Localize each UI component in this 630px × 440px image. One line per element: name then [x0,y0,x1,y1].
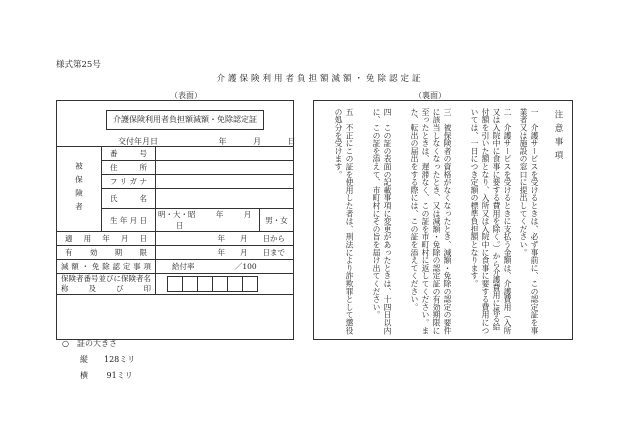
insurer-label: 保険者番号並びに保険者名称及び印 [57,274,156,295]
valid-until-field[interactable]: 年 月 日まで [156,246,294,260]
era-options: 明・大・昭 [158,210,196,219]
number-label: 番号 [102,147,156,161]
page-title: 介護保険利用者負担額減額・免除認定証 [216,74,424,84]
note-item-2: 二 介護サービスを受けるときに支払う金額は、介護費用（入所又は入院中に食事に要する費用を除く。）から介護費用に係る給付額を引いた額となり、入所又は入院中に食事に要する費用については、一日につき定額の標準負担額となります。 [470,108,512,335]
digit-box[interactable] [197,276,213,292]
benefit-rate-label: 給付率 [172,262,195,271]
digit-box[interactable] [227,276,243,292]
applicable-date-label: 適用年月日 [57,232,156,246]
birth-date-field[interactable] [156,209,260,232]
valid-until-label: 有効期限 [57,246,156,260]
note-item-1: 一 介護サービスを受けるときは、必ず事前に、この認定証を事業者又は施設の窓口に提出してください。 [519,108,539,335]
size-width: 横 91ミリ [80,371,133,380]
issue-day-unit: 日 [287,137,296,146]
issue-date-label: 交付年月日 [118,137,158,146]
note-item-4: 四 この証の表面の記載事項に変更があったときは、十四日以内に、この証を添えて、市町村にその旨を届け出てください。 [372,108,392,335]
note-item-3: 三 被保険者の資格がなくなったとき、減額・免除の認定の要件に該当しなくなったとき、又は減額・免除の認定証の有効期限に至ったときは、遅滞なく、この証を市町村に返してください。また、転出の届出をする際には、この証を添えてください。 [410,108,452,335]
birth-date-label: 生年月日 [102,209,156,232]
furigana-field[interactable] [156,175,294,189]
back-side-label: （裏面） [414,91,446,100]
name-label: 氏名 [102,189,156,209]
digit-box[interactable] [212,276,228,292]
gender-field[interactable]: 男・女 [260,209,294,232]
address-label: 住所 [102,161,156,175]
digit-box[interactable] [182,276,198,292]
furigana-label: フリガナ [102,175,156,189]
number-field[interactable] [156,147,294,161]
insured-group-label: 被保険者 [57,147,102,232]
form-number: 様式第25号 [56,60,101,70]
notes-heading: 注意事項 [553,110,563,164]
note-item-5: 五 不正にこの証を使用した者は、刑法により詐欺罪として懲役の処分を受けます。 [334,108,354,335]
applicable-date-field[interactable]: 年 月 日から [156,232,294,246]
digit-box[interactable] [167,276,183,292]
birth-month-unit: 月 [243,210,252,219]
notes-list [332,108,540,338]
size-heading: ○ 証の大きさ [62,339,117,348]
birth-year-unit: 年 [215,210,224,219]
card-title: 介護保険利用者負担額減額・免除認定証 [106,110,264,130]
benefit-rate-value: ／100 [234,262,257,271]
birth-day-unit: 日 [176,221,184,230]
issue-month-unit: 月 [253,137,262,146]
size-height: 縦 128ミリ [80,355,136,364]
insurer-field[interactable] [156,274,294,295]
reduction-items-label: 減額・免除認定事項 [57,260,156,274]
name-field[interactable] [156,189,294,209]
card-size-note [62,336,135,384]
digit-box[interactable] [242,276,258,292]
address-field[interactable] [156,161,294,175]
issue-year-unit: 年 [218,137,227,146]
insurer-number-boxes[interactable] [168,276,258,292]
benefit-rate-field[interactable] [156,260,294,274]
insured-info-table [56,146,294,295]
front-side-label: （表面） [170,91,202,100]
